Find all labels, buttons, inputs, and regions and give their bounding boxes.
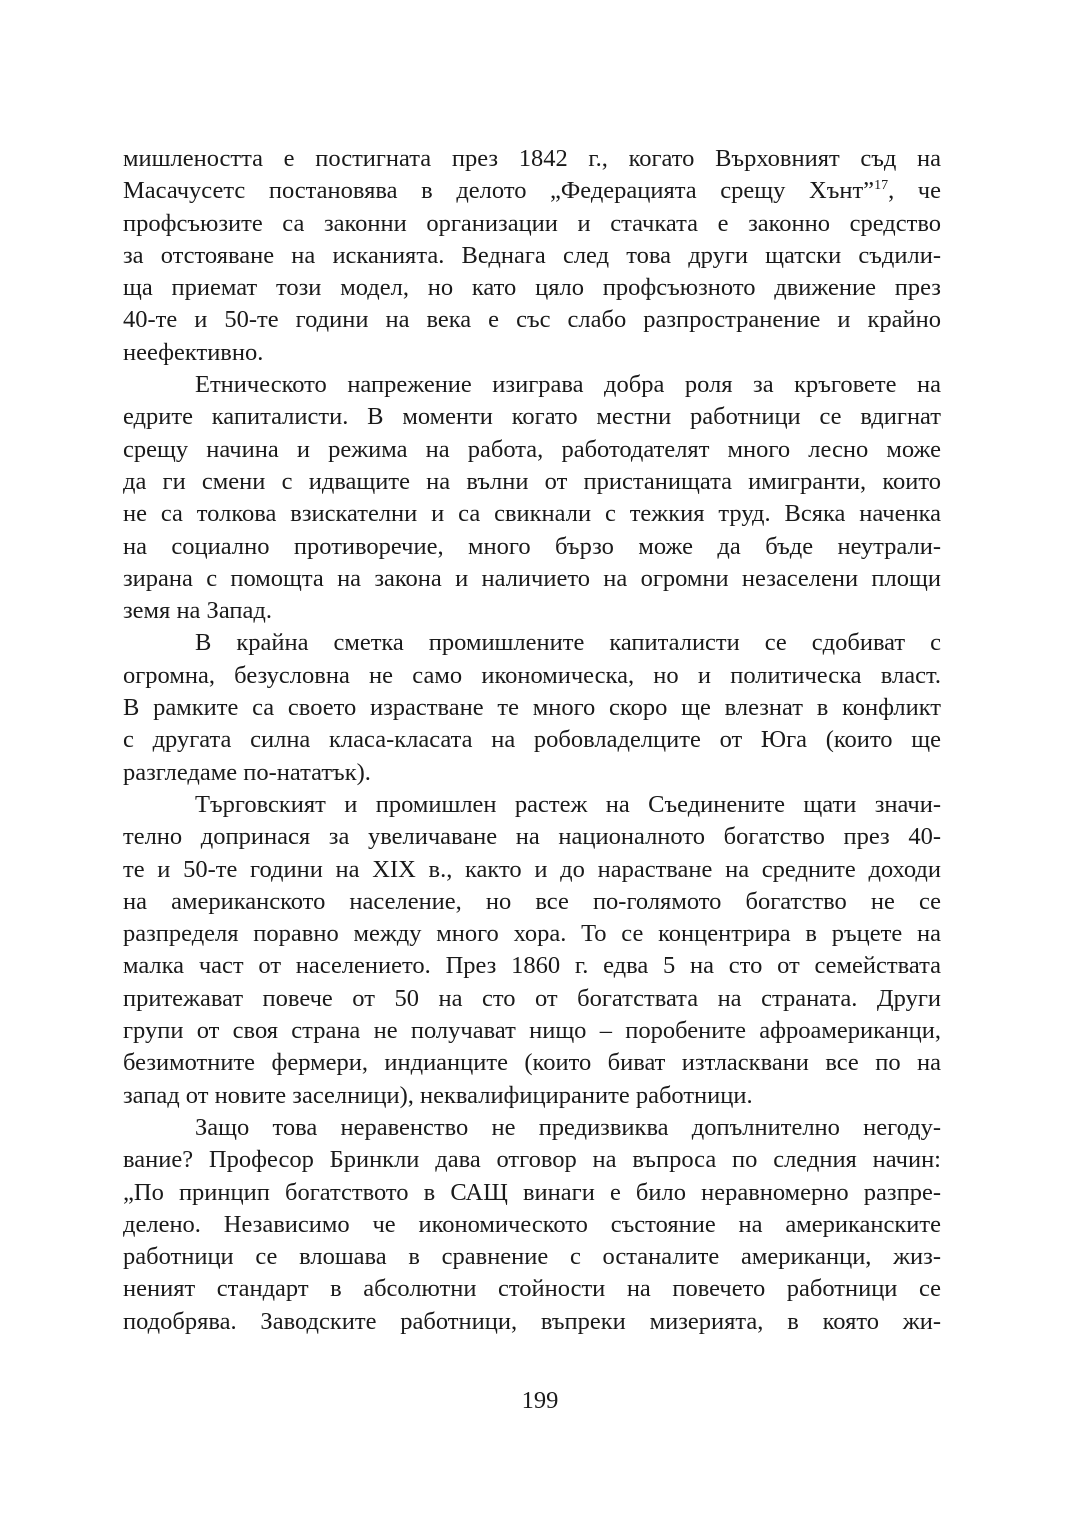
text-line-content: В рамките са своето израстване те много скоро ще влезнат в конфликт <box>123 694 941 722</box>
page-number: 199 <box>521 1387 559 1414</box>
text-line <box>123 692 941 724</box>
text-line <box>123 950 941 982</box>
text-line <box>123 821 941 853</box>
text-line-content: делено. Независимо че икономическото състояние на американските <box>123 1210 941 1238</box>
text-line-content: малка част от населението. През 1860 г. едва 5 на сто от семействата <box>123 952 941 980</box>
body-text <box>123 143 941 1338</box>
text-line <box>123 272 941 304</box>
text-line-content: „По принцип богатството в САЩ винаги е било неравномерно разпре- <box>123 1178 941 1206</box>
text-line-continuation: , че <box>888 177 941 205</box>
text-line-content: запад от новите заселници), неквалифицираните работници. <box>123 1081 753 1109</box>
text-line <box>123 595 941 627</box>
text-line-content: подобрява. Заводските работници, въпреки мизерията, в която жи- <box>123 1307 941 1335</box>
text-line <box>123 660 941 692</box>
text-line-content: ща приемат този модел, но като цяло профсъюзното движение през <box>123 274 941 302</box>
text-line <box>123 757 941 789</box>
text-line <box>123 886 941 918</box>
text-line-content: неният стандарт в абсолютни стойности на повечето работници се <box>123 1275 941 1303</box>
text-line <box>123 1047 941 1079</box>
text-line-content: мишлеността е постигната през 1842 г., когато Върховният съд на <box>123 145 941 172</box>
text-line <box>123 175 941 207</box>
text-line <box>123 1209 941 1241</box>
text-line-content: огромна, безусловна не само икономическа, но и политическа власт. <box>123 661 941 689</box>
text-line-content: профсъюзите са законни организации и стачката е законно средство <box>123 209 941 237</box>
text-line <box>123 1144 941 1176</box>
text-line <box>123 724 941 756</box>
text-line <box>123 1241 941 1273</box>
text-line-content: разгледаме по-нататък). <box>123 758 371 786</box>
text-line-content: не са толкова взискателни и са свикнали с тежкия труд. Всяка наченка <box>123 500 941 528</box>
text-line-content: земя на Запад. <box>123 597 272 625</box>
text-line <box>123 208 941 240</box>
text-line-content: Защо това неравенство не предизвиква допълнително негоду- <box>195 1113 941 1141</box>
text-line-content: за отстояване на исканията. Веднага след това други щатски съдили- <box>123 241 941 269</box>
text-line <box>123 1306 941 1338</box>
text-line-content: зирана с помощта на закона и наличието на огромни незаселени площи <box>123 564 941 592</box>
text-line <box>123 983 941 1015</box>
text-line-content: Етническото напрежение изиграва добра роля за кръговете на <box>195 371 941 399</box>
text-line <box>123 466 941 498</box>
text-line <box>123 789 941 821</box>
text-line-content: разпределя поравно между много хора. То се концентрира в ръцете на <box>123 920 941 948</box>
text-line-content: на социално противоречие, много бързо може да бъде неутрали- <box>123 532 941 560</box>
text-line-content: неефективно. <box>123 338 264 366</box>
text-line <box>123 337 941 369</box>
text-line-content: работници се влошава в сравнение с останалите американци, жиз- <box>123 1243 941 1271</box>
text-line-content: срещу начина и режима на работа, работодателят много лесно може <box>123 435 941 463</box>
text-line <box>123 1112 941 1144</box>
text-line <box>123 854 941 886</box>
text-line-content: Масачусетс постановява в делото „Федерацията срещу Хънт” <box>123 177 875 205</box>
text-line-content: В крайна сметка промишлените капиталисти се сдобиват с <box>195 629 941 657</box>
text-line-content: притежават повече от 50 на сто от богатствата на страната. Други <box>123 984 941 1012</box>
text-line <box>123 143 941 175</box>
text-line <box>123 1080 941 1112</box>
text-line-content: едрите капиталисти. В моменти когато местни работници се вдигнат <box>123 403 941 431</box>
text-line <box>123 531 941 563</box>
text-line <box>123 627 941 659</box>
text-line-content: вание? Професор Бринкли дава отговор на въпроса по следния начин: <box>123 1146 941 1174</box>
text-line <box>123 1015 941 1047</box>
text-line <box>123 563 941 595</box>
text-line <box>123 498 941 530</box>
text-line <box>123 1273 941 1305</box>
text-line <box>123 401 941 433</box>
text-line <box>123 434 941 466</box>
text-line-content: да ги смени с идващите на вълни от пристанищата имигранти, които <box>123 467 941 495</box>
text-line-content: безимотните фермери, индианците (които биват изтласквани все по на <box>123 1049 941 1077</box>
text-line <box>123 1177 941 1209</box>
text-line <box>123 918 941 950</box>
text-line-content: на американското население, но все по-голямото богатство не се <box>123 887 941 915</box>
text-line-content: групи от своя страна не получават нищо – поробените афроамериканци, <box>123 1017 941 1045</box>
footnote-reference[interactable]: 17 <box>874 178 889 194</box>
text-line-content: 40-те и 50-те години на века е със слабо разпространение и крайно <box>123 306 941 334</box>
text-line <box>123 369 941 401</box>
text-line-content: Търговският и промишлен растеж на Съединените щати значи- <box>195 790 941 818</box>
text-line-content: телно допринася за увеличаване на националното богатство през 40- <box>123 823 941 851</box>
text-line <box>123 304 941 336</box>
text-line-content: те и 50-те години на XIX в., както и до нарастване на средните доходи <box>123 855 941 883</box>
text-line-content: с другата силна класа-класата на робовладелците от Юга (които ще <box>123 726 941 754</box>
text-line <box>123 240 941 272</box>
